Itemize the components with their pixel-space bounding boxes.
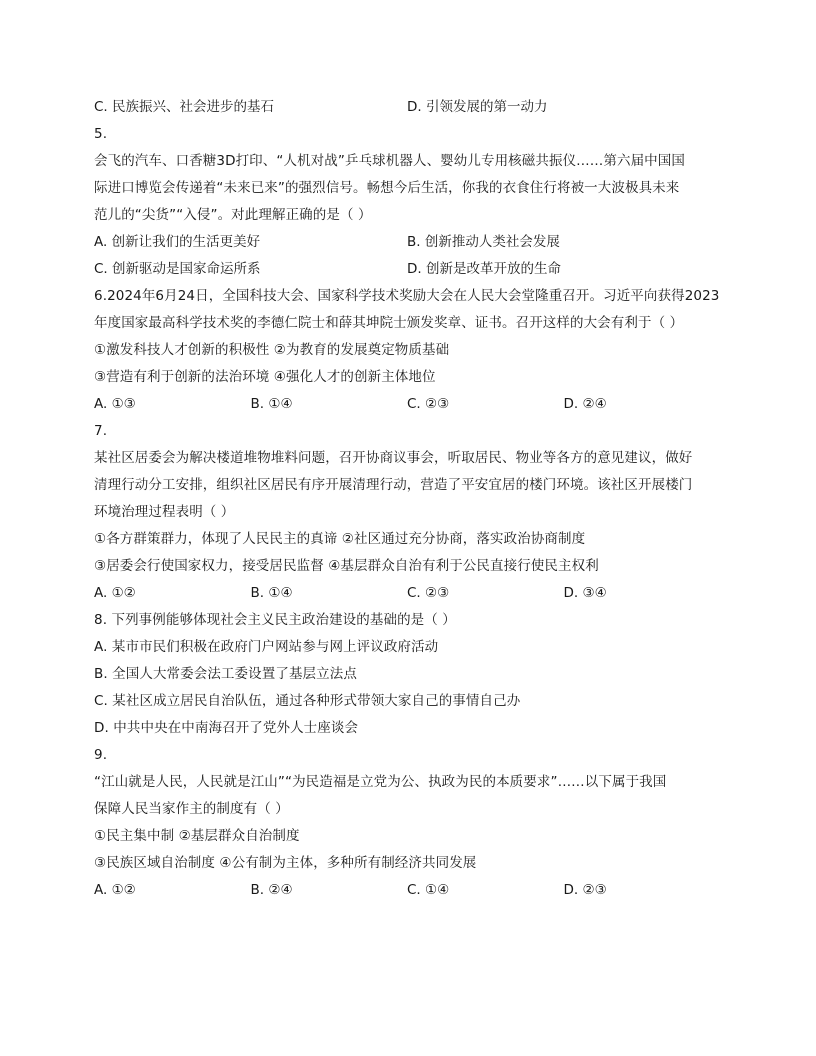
q5-options-row-1 [94, 229, 730, 256]
q7-statements-line-1: ①各方群策群力，体现了人民民主的真谛 ②社区通过充分协商，落实政治协商制度 [94, 531, 586, 547]
q7-options-row [94, 580, 730, 607]
q7-statements-line-2: ③居委会行使国家权力，接受居民监督 ④基层群众自治有利于公民直接行使民主权利 [94, 558, 599, 574]
q9-option-a: A. ①② [94, 882, 136, 898]
q7-number: 7. [94, 423, 108, 439]
q5-options-row-2 [94, 256, 730, 283]
q9-stem-line-2: 保障人民当家作主的制度有（ ） [94, 801, 289, 817]
q9-stem-line-1: “江山就是人民，人民就是江山”“为民造福是立党为公、执政为民的本质要求”……以下属于我国 [94, 774, 667, 790]
q6-option-d: D. ②④ [563, 396, 607, 412]
q9-statements-line-1: ①民主集中制 ②基层群众自治制度 [94, 828, 300, 844]
q5-stem-line-3: 范儿的“尖货”“入侵”。对此理解正确的是（ ） [94, 207, 372, 223]
q5-option-a: A. 创新让我们的生活更美好 [94, 234, 261, 250]
q6-options-row [94, 391, 730, 418]
q9-options-row [94, 877, 730, 904]
q7-option-a: A. ①② [94, 585, 136, 601]
q5-stem-line-1: 会飞的汽车、口香糖3D打印、“人机对战”乒乓球机器人、婴幼儿专用核磁共振仪……第六届中国国 [94, 153, 685, 169]
q9-statements-line-2: ③民族区域自治制度 ④公有制为主体，多种所有制经济共同发展 [94, 855, 477, 871]
q9-number: 9. [94, 747, 108, 763]
q6-option-b: B. ①④ [250, 396, 293, 412]
q5-option-c: C. 创新驱动是国家命运所系 [94, 261, 261, 277]
exam-page [94, 94, 730, 904]
q4-options-row-2 [94, 94, 730, 121]
q5-option-b: B. 创新推动人类社会发展 [407, 234, 560, 250]
q6-stem-line-2: 年度国家最高科学技术奖的李德仁院士和薛其坤院士颁发奖章、证书。召开这样的大会有利于（ ） [94, 315, 684, 331]
q6-option-a: A. ①③ [94, 396, 136, 412]
q7-stem-line-3: 环境治理过程表明（ ） [94, 504, 235, 520]
q6-statements-line-1: ①激发科技人才创新的积极性 ②为教育的发展奠定物质基础 [94, 342, 450, 358]
q8-option-c: C. 某社区成立居民自治队伍，通过各种形式带领大家自己的事情自己办 [94, 693, 521, 709]
q8-option-a: A. 某市市民们积极在政府门户网站参与网上评议政府活动 [94, 639, 439, 655]
q8-option-d: D. 中共中央在中南海召开了党外人士座谈会 [94, 720, 359, 736]
q9-option-d: D. ②③ [563, 882, 607, 898]
q7-stem-line-2: 清理行动分工安排，组织社区居民有序开展清理行动，营造了平安宜居的楼门环境。该社区开展楼门 [94, 477, 693, 493]
q6-option-c: C. ②③ [407, 396, 450, 412]
q9-option-c: C. ①④ [407, 882, 450, 898]
q7-option-c: C. ②③ [407, 585, 450, 601]
q4-option-c: C. 民族振兴、社会进步的基石 [94, 99, 275, 115]
q7-option-b: B. ①④ [250, 585, 293, 601]
q8-stem: 8. 下列事例能够体现社会主义民主政治建设的基础的是（ ） [94, 612, 456, 628]
q6-stem-line-1: 6.2024年6月24日，全国科技大会、国家科学技术奖励大会在人民大会堂隆重召开。习近平向获得2023 [94, 288, 720, 304]
q5-option-d: D. 创新是改革开放的生命 [407, 261, 561, 277]
q9-option-b: B. ②④ [250, 882, 293, 898]
q7-option-d: D. ③④ [563, 585, 607, 601]
q4-option-d: D. 引领发展的第一动力 [407, 99, 548, 115]
q8-option-b: B. 全国人大常委会法工委设置了基层立法点 [94, 666, 357, 682]
q7-stem-line-1: 某社区居委会为解决楼道堆物堆料问题，召开协商议事会，听取居民、物业等各方的意见建议，做好 [94, 450, 693, 466]
q5-stem-line-2: 际进口博览会传递着“未来已来”的强烈信号。畅想今后生活，你我的衣食住行将被一大波极具未来 [94, 180, 680, 196]
q5-number: 5. [94, 126, 108, 142]
q6-statements-line-2: ③营造有利于创新的法治环境 ④强化人才的创新主体地位 [94, 369, 436, 385]
